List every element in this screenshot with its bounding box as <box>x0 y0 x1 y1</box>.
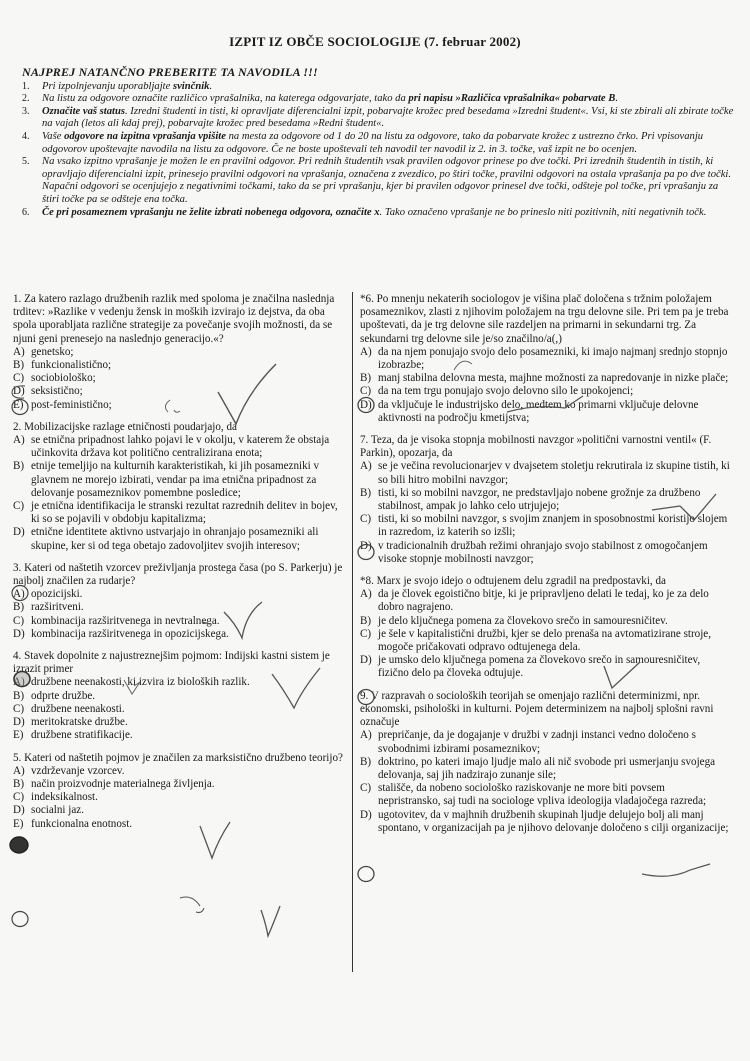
answer-option <box>360 460 730 486</box>
option-text: vzdrževanje vzorcev. <box>31 764 125 777</box>
option-letter: A) <box>360 345 372 358</box>
option-text: kombinacija razširitvenega in opozicijskega. <box>31 627 229 640</box>
instructions-list <box>22 81 734 220</box>
option-text: je šele v kapitalistični družbi, kjer se delo prenaša na avtomatizirane stroje, mogoče pričakovati odpravo odtujenega dela. <box>378 627 711 654</box>
option-text: indeksikalnost. <box>31 791 98 804</box>
instruction-number: 3. <box>22 105 30 117</box>
instruction-text-part: na mesta za odgovore od 1 do 20 na listu za odgovore, tako da pobarvate krožec z ustrezno črko. Pri vpisovanju odgovorov upoštevajte navodila na listu za odgovore. Če ne boste upoštevali teh navodil ter navodil iz 2. in 3. točke, vaš izpit ne bo ocenjen. <box>42 130 704 155</box>
answer-option <box>13 359 346 372</box>
instruction-number: 2. <box>22 93 30 105</box>
instruction-number: 4. <box>22 130 30 142</box>
question-stem: 3. Kateri od naštetih vzorcev preživljanja prostega časa (po S. Parkerju) je najbolj značilen za rudarje? <box>13 561 343 588</box>
answer-option <box>13 460 346 500</box>
question-stem: *6. Po mnenju nekaterih sociologov je višina plač določena s tržnim položajem posameznikov, zlasti z njihovim položajem na trgu delovne sile. Pri tem pa je treba upoštevati, da je trg delovne sile razdeljen na primarni in sekundarni trg. Za sekundarni trg delovne sile je/so značilno/a(,) <box>360 293 729 345</box>
instructions-block <box>22 66 734 219</box>
option-text: kombinacija razširitvenega in nevtralnega. <box>31 614 220 627</box>
option-text: odprte družbe. <box>31 689 96 702</box>
instruction-emphasis: Označite vaš status <box>42 105 125 117</box>
instruction-text <box>42 131 734 156</box>
instruction-text-part: . Tako označeno vprašanje ne bo prineslo niti pozitivnih, niti negativnih točk. <box>379 206 707 218</box>
question <box>13 562 346 641</box>
questions-left-column <box>13 293 346 840</box>
option-text: stališče, da nobeno sociološko raziskovanje ne more biti povsem nepristransko, saj tudi na sociologe vpliva ideologija vladajočega razreda; <box>378 782 707 808</box>
option-letter: B) <box>13 460 25 473</box>
question <box>13 650 346 742</box>
answer-option <box>13 804 346 817</box>
option-text: da na njem ponujajo svojo delo posamezniki, ki imajo najmanj srednjo stopnjo izobrazbe; <box>378 345 728 372</box>
answer-option <box>13 628 346 641</box>
option-text: meritokratske družbe. <box>31 716 128 729</box>
option-letter: E) <box>13 729 24 742</box>
option-text: da je človek egoistično bitje, ki je pripravljeno delati le tedaj, ko je za delo dobro nagrajeno. <box>378 588 709 614</box>
answer-option <box>13 500 346 526</box>
answer-option <box>360 756 730 782</box>
instruction-text-part: Vaše <box>42 130 65 142</box>
option-letter: B) <box>13 601 25 614</box>
instruction-number: 6. <box>22 206 30 218</box>
instruction-text-part: . <box>209 80 213 92</box>
answer-option <box>13 526 346 552</box>
option-text: se etnična pripadnost lahko pojavi le v okolju, v katerem že obstaja učinkovita država kot politično centralizirana enota; <box>31 434 330 460</box>
option-letter: D) <box>13 716 25 729</box>
question-stem: *8. Marx je svojo idejo o odtujenem delu zgradil na predpostavki, da <box>360 575 666 588</box>
option-text: da na tem trgu ponujajo svojo delovno silo le upokojenci; <box>378 385 634 398</box>
option-text: je umsko delo ključnega pomena za človekovo srečo in samouresničitev, fizično delo pa človeka odtujuje. <box>378 654 701 680</box>
answer-option <box>360 654 730 680</box>
option-letter: C) <box>13 702 25 715</box>
option-text: sociobiološko; <box>31 372 96 385</box>
instruction-text-part: Na listu za odgovore označite različico vprašalnika, na katerega odgovarjate, tako da <box>42 93 409 105</box>
instruction-number: 5. <box>22 156 30 168</box>
option-text: seksistično; <box>31 385 83 398</box>
option-letter: C) <box>13 372 25 385</box>
instruction-emphasis: odgovore na izpitna vprašanja vpišite <box>64 130 226 142</box>
answer-option <box>13 601 346 614</box>
option-text: ugotovitev, da v majhnih družbenih skupinah ljudje delujejo bolj ali manj spontano, v organizacijah pa je njihovo delovanje določeno s cilji organizacije; <box>378 808 729 834</box>
option-letter: A) <box>360 460 372 473</box>
answer-option <box>360 372 730 385</box>
option-text: je etnična identifikacija le stranski rezultat razrednih delitev in bojev, ki so se pojavili v obdobju kapitalizma; <box>31 500 338 526</box>
instruction-emphasis: Če pri posameznem vprašanju ne želite izbrati nobenega odgovora, označite x <box>42 206 380 218</box>
option-letter: C) <box>360 513 372 526</box>
option-text: družbene neenakosti. <box>31 702 125 715</box>
instruction-emphasis: svinčnik <box>172 80 210 92</box>
option-text: manj stabilna delovna mesta, majhne možnosti za napredovanje in nizke plače; <box>378 372 729 385</box>
option-letter: A) <box>13 588 25 601</box>
option-letter: D) <box>360 654 372 667</box>
exam-title: IZPIT IZ OBČE SOCIOLOGIJE (7. februar 2002) <box>229 34 521 49</box>
answer-option <box>13 346 346 359</box>
instruction-item <box>22 106 734 131</box>
answer-option <box>360 588 730 614</box>
question <box>13 421 346 553</box>
option-text: etnične identitete aktivno ustvarjajo in ohranjajo posamezniki ali skupine, ker si od tega obetajo zadovoljitev svojih interesov; <box>31 526 319 552</box>
answer-option <box>13 716 346 729</box>
option-letter: D) <box>13 385 25 398</box>
question <box>13 293 346 412</box>
option-letter: C) <box>360 627 372 640</box>
question <box>360 293 730 425</box>
question-stem: 9. V razpravah o socioloških teorijah se omenjajo različni determinizmi, npr. ekonomski, psihološki in kulturni. Pojem determinizem na najbolj splošni ravni označuje <box>360 689 714 729</box>
option-letter: B) <box>13 777 25 790</box>
option-letter: C) <box>13 791 25 804</box>
answer-option <box>360 628 730 654</box>
option-text: v tradicionalnih družbah režimi ohranjajo svojo stabilnost z omogočanjem visoke stopnje mobilnosti navzgor; <box>378 539 708 565</box>
answer-option <box>13 588 346 601</box>
option-letter: D) <box>360 398 372 411</box>
option-letter: D) <box>13 627 25 640</box>
option-letter: C) <box>360 782 372 795</box>
question-stem: 2. Mobilizacijske razlage etničnosti poudarjajo, da <box>13 420 237 433</box>
option-text: tisti, ki so mobilni navzgor, s svojim znanjem in sposobnostmi koristijo slojem in razredom, iz katerih so izšli; <box>378 513 728 539</box>
option-letter: A) <box>360 588 372 601</box>
option-letter: A) <box>13 345 25 358</box>
answer-option <box>13 372 346 385</box>
option-letter: B) <box>360 486 372 499</box>
option-letter: C) <box>360 385 372 398</box>
question-stem: 7. Teza, da je visoka stopnja mobilnosti navzgor »politični varnostni ventil« (F. Parkin), opozarja, da <box>360 434 712 460</box>
answer-option <box>13 791 346 804</box>
handwritten-underline-icon <box>640 860 720 889</box>
answer-option <box>360 487 730 513</box>
option-letter: D) <box>360 808 372 821</box>
instruction-item <box>22 131 734 156</box>
answer-option <box>13 399 346 412</box>
instruction-text-part: . <box>615 93 618 105</box>
instruction-text <box>42 93 734 106</box>
option-text: je delo ključnega pomena za človekovo srečo in samouresničitev. <box>378 614 668 627</box>
option-text: funkcionalna enotnost. <box>31 817 133 830</box>
instructions-heading: NAJPREJ NATANČNO PREBERITE TA NAVODILA !!! <box>22 65 318 79</box>
option-letter: C) <box>13 614 25 627</box>
option-text: tisti, ki so mobilni navzgor, ne predstavljajo nobene grožnje za družbeno stabilnost, ampak jo lahko celo utrjujejo; <box>378 486 701 513</box>
column-divider <box>352 292 353 972</box>
option-text: način proizvodnje materialnega življenja. <box>31 777 215 790</box>
option-letter: A) <box>13 676 25 689</box>
answer-option <box>360 399 730 425</box>
option-letter: D) <box>360 539 372 552</box>
question-stem: 1. Za katero razlago družbenih razlik med spoloma je značilna naslednja trditev: »Razlike v vedenju žensk in moških izvirajo iz dejstva, da oba spola uporabljata različne strategije za povečanje svojih možnosti, da se njuni geni prenesejo na naslednjo generacijo.«? <box>13 293 335 345</box>
answer-option <box>360 782 730 808</box>
answer-option <box>360 513 730 539</box>
handwritten-circle-icon <box>10 910 30 933</box>
option-letter: B) <box>13 359 25 372</box>
answer-option <box>13 703 346 716</box>
questions-right-column <box>360 293 730 844</box>
option-text: socialni jaz. <box>31 804 84 817</box>
answer-option <box>13 676 346 689</box>
answer-option <box>13 729 346 742</box>
option-text: družbene stratifikacije. <box>31 729 133 742</box>
option-letter: B) <box>360 372 372 385</box>
instruction-number: 1. <box>22 80 30 92</box>
answer-option <box>13 690 346 703</box>
option-letter: A) <box>13 764 25 777</box>
option-letter: A) <box>360 729 372 742</box>
answer-option <box>360 385 730 398</box>
answer-option <box>360 346 730 372</box>
option-letter: B) <box>13 689 25 702</box>
option-text: družbene neenakosti, ki izvira iz bioloških razlik. <box>31 676 250 689</box>
answer-option <box>360 729 730 755</box>
question <box>360 434 730 566</box>
question <box>13 752 346 831</box>
instruction-item <box>22 207 734 220</box>
answer-option <box>360 615 730 628</box>
answer-option <box>13 818 346 831</box>
option-text: post-feministično; <box>31 398 112 411</box>
instruction-item <box>22 93 734 106</box>
question <box>360 690 730 835</box>
answer-option <box>360 540 730 566</box>
option-letter: B) <box>360 755 372 768</box>
option-text: se je večina revolucionarjev v dvajsetem stoletju rekrutirala iz skupine tistih, ki so bili hitro mobilni navzgor; <box>378 460 730 486</box>
answer-option <box>13 778 346 791</box>
option-text: opozicijski. <box>31 588 83 601</box>
option-text: funkcionalistično; <box>31 359 112 372</box>
instruction-text <box>42 156 734 206</box>
answer-option <box>13 434 346 460</box>
option-letter: E) <box>13 398 24 411</box>
instruction-item <box>22 81 734 94</box>
instruction-text-part: Pri izpolnjevanju uporabljajte <box>42 80 173 92</box>
instruction-text-part: Na vsako izpitno vprašanje je možen le en pravilni odgovor. Pri rednih študentih vsak pravilen odgovor prinese po dve točki. Pri izrednih študentih in tistih, ki opravljajo diferencialni izpit, prinesejo pravilni odgovori na vprašanja, označena z zvezdico, po štiri točke, pravilni odgovori na ostala vprašanja pa po dve točki. Napačni odgovori se ocenjujejo z negativnimi točkami, tako da se pri vprašanju, kjer bi pravilen odgovor prinesel dve točki, odšteje pol točke, pri vprašanju za štiri točke pa se odšteje ena točka. <box>42 156 732 205</box>
option-text: razširitveni. <box>31 601 84 614</box>
handwritten-circle-icon <box>356 865 376 888</box>
option-text: genetsko; <box>31 345 74 358</box>
instruction-item <box>22 156 734 206</box>
instruction-text-part: . Izredni študenti in tisti, ki opravljate diferencialni izpit, pobarvajte krožec pred besedama »Izredni študent«. Vsi, ki ste zbirali ali zbirate točke na vajah (letos ali kdaj prej), pobarvajte krožec pred besedama »Redni študent«. <box>42 105 734 130</box>
option-text: prepričanje, da je dogajanje v družbi v zadnji instanci vedno določeno s svobodnimi izbirami posameznikov; <box>378 729 696 755</box>
option-text: etnije temeljijo na kulturnih karakteristikah, ki jih posamezniki v glavnem ne morejo izbirati, vendar pa ima etnična pripadnost za delovanje posameznikov pomembne posledice; <box>31 460 320 499</box>
option-text: da vključuje le industrijsko delo, medtem ko primarni vključuje delovne aktivnosti na področju kmetijstva; <box>378 398 699 424</box>
question-stem: 5. Kateri od naštetih pojmov je značilen za marksistično družbeno teorijo? <box>13 751 343 764</box>
answer-option <box>13 765 346 778</box>
answer-option <box>360 809 730 835</box>
answer-option <box>13 385 346 398</box>
instruction-emphasis: pri napisu »Različica vprašalnika« pobarvate B <box>408 93 616 105</box>
option-letter: C) <box>13 500 25 513</box>
question-stem: 4. Stavek dopolnite z najustreznejšim pojmom: Indijski kastni sistem je izrazit primer <box>13 650 330 676</box>
option-letter: E) <box>13 817 24 830</box>
instruction-text <box>42 81 734 94</box>
instruction-text <box>42 207 734 220</box>
answer-option <box>13 615 346 628</box>
option-letter: D) <box>13 804 25 817</box>
handwritten-scribble-icon <box>178 892 208 927</box>
option-letter: D) <box>13 526 25 539</box>
question <box>360 575 730 681</box>
option-letter: B) <box>360 614 372 627</box>
option-text: doktrino, po kateri imajo ljudje malo ali nič svobode pri usmerjanju svojega delovanja, saj jih nadzirajo zunanje sile; <box>378 755 716 781</box>
handwritten-checkmark-icon <box>258 902 288 947</box>
option-letter: A) <box>13 434 25 447</box>
instruction-text <box>42 106 734 131</box>
